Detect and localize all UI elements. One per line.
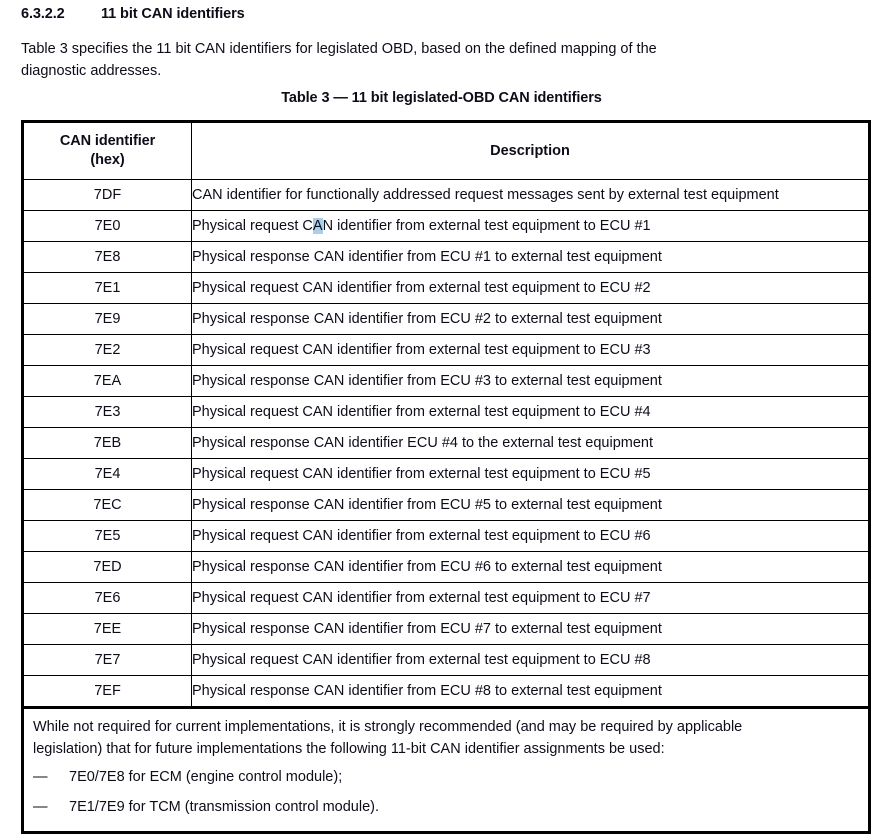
intro-paragraph [21, 38, 869, 82]
table-row [23, 428, 870, 459]
cell-description: Physical request CAN identifier from external test equipment to ECU #4 [192, 397, 870, 428]
table-row [23, 211, 870, 242]
cell-can-identifier: 7E7 [23, 645, 192, 676]
intro-paragraph-line-1: Table 3 specifies the 11 bit CAN identifiers for legislated OBD, based on the defined mapping of the [21, 41, 657, 57]
cell-description: Physical response CAN identifier from ECU #7 to external test equipment [192, 614, 870, 645]
table-row [23, 397, 870, 428]
cell-description: Physical response CAN identifier from ECU #6 to external test equipment [192, 552, 870, 583]
table-row [23, 242, 870, 273]
table-row [23, 645, 870, 676]
note-list-item-text: 7E0/7E8 for ECM (engine control module); [69, 769, 343, 785]
table-row [23, 552, 870, 583]
cell-description: Physical request CAN identifier from external test equipment to ECU #5 [192, 459, 870, 490]
column-header-description: Description [192, 122, 870, 180]
cell-can-identifier: 7E1 [23, 273, 192, 304]
em-dash-bullet-icon: — [33, 769, 48, 785]
selected-text-highlight[interactable]: A [312, 218, 323, 234]
note-list-item [33, 792, 859, 822]
cell-description-with-selection [192, 211, 870, 242]
table-row [23, 335, 870, 366]
cell-can-identifier: 7ED [23, 552, 192, 583]
description-text-before-selection: Physical request C [192, 218, 313, 234]
note-list-item-text: 7E1/7E9 for TCM (transmission control module). [69, 799, 379, 815]
cell-can-identifier: 7E4 [23, 459, 192, 490]
cell-can-identifier: 7DF [23, 180, 192, 211]
table-note-cell [23, 708, 870, 833]
cell-can-identifier: 7EC [23, 490, 192, 521]
table-row [23, 459, 870, 490]
table-caption: Table 3 — 11 bit legislated-OBD CAN identifiers [281, 90, 602, 106]
cell-description: Physical response CAN identifier from ECU #2 to external test equipment [192, 304, 870, 335]
cell-can-identifier: 7EF [23, 676, 192, 708]
table-row [23, 490, 870, 521]
note-paragraph-line-1: While not required for current implementations, it is strongly recommended (and may be required by applicable [33, 719, 743, 735]
description-text-after-selection: N identifier from external test equipment to ECU #1 [322, 218, 651, 234]
column-header-can-identifier-line-1: CAN identifier [59, 133, 156, 149]
cell-description: Physical response CAN identifier from ECU #8 to external test equipment [192, 676, 870, 708]
table-header-row [23, 122, 870, 180]
intro-paragraph-line-2: diagnostic addresses. [21, 63, 162, 79]
clause-title: 11 bit CAN identifiers [101, 6, 245, 22]
cell-description: Physical request CAN identifier from external test equipment to ECU #8 [192, 645, 870, 676]
cell-can-identifier: 7EB [23, 428, 192, 459]
cell-description: Physical request CAN identifier from external test equipment to ECU #3 [192, 335, 870, 366]
cell-description: Physical response CAN identifier from ECU #5 to external test equipment [192, 490, 870, 521]
clause-number: 6.3.2.2 [21, 6, 65, 22]
cell-can-identifier: 7E0 [23, 211, 192, 242]
em-dash-bullet-icon: — [33, 799, 48, 815]
cell-can-identifier: 7EA [23, 366, 192, 397]
table-note-row [23, 708, 870, 833]
cell-description: Physical request CAN identifier from external test equipment to ECU #7 [192, 583, 870, 614]
table-header [23, 122, 870, 180]
cell-can-identifier: 7EE [23, 614, 192, 645]
table-body [23, 180, 870, 833]
table-row [23, 273, 870, 304]
column-header-can-identifier-line-2: (hex) [90, 152, 125, 168]
cell-description: Physical response CAN identifier ECU #4 to the external test equipment [192, 428, 870, 459]
table-row [23, 304, 870, 335]
table-row [23, 583, 870, 614]
table-row [23, 366, 870, 397]
cell-description: CAN identifier for functionally addressed request messages sent by external test equipment [192, 180, 870, 211]
table-row [23, 676, 870, 708]
column-header-can-identifier [23, 122, 192, 180]
note-paragraph [33, 716, 859, 760]
cell-description: Physical response CAN identifier from ECU #3 to external test equipment [192, 366, 870, 397]
cell-description: Physical response CAN identifier from ECU #1 to external test equipment [192, 242, 870, 273]
can-identifier-table [21, 120, 871, 834]
cell-can-identifier: 7E3 [23, 397, 192, 428]
cell-can-identifier: 7E6 [23, 583, 192, 614]
table-row [23, 180, 870, 211]
table-row [23, 614, 870, 645]
note-list [33, 762, 859, 822]
note-paragraph-line-2: legislation) that for future implementations the following 11-bit CAN identifier assignments be used: [33, 741, 665, 757]
cell-can-identifier: 7E9 [23, 304, 192, 335]
cell-description: Physical request CAN identifier from external test equipment to ECU #6 [192, 521, 870, 552]
cell-can-identifier: 7E5 [23, 521, 192, 552]
cell-description: Physical request CAN identifier from external test equipment to ECU #2 [192, 273, 870, 304]
cell-can-identifier: 7E2 [23, 335, 192, 366]
cell-can-identifier: 7E8 [23, 242, 192, 273]
table-row [23, 521, 870, 552]
clause-heading [21, 6, 869, 22]
note-list-item [33, 762, 859, 792]
